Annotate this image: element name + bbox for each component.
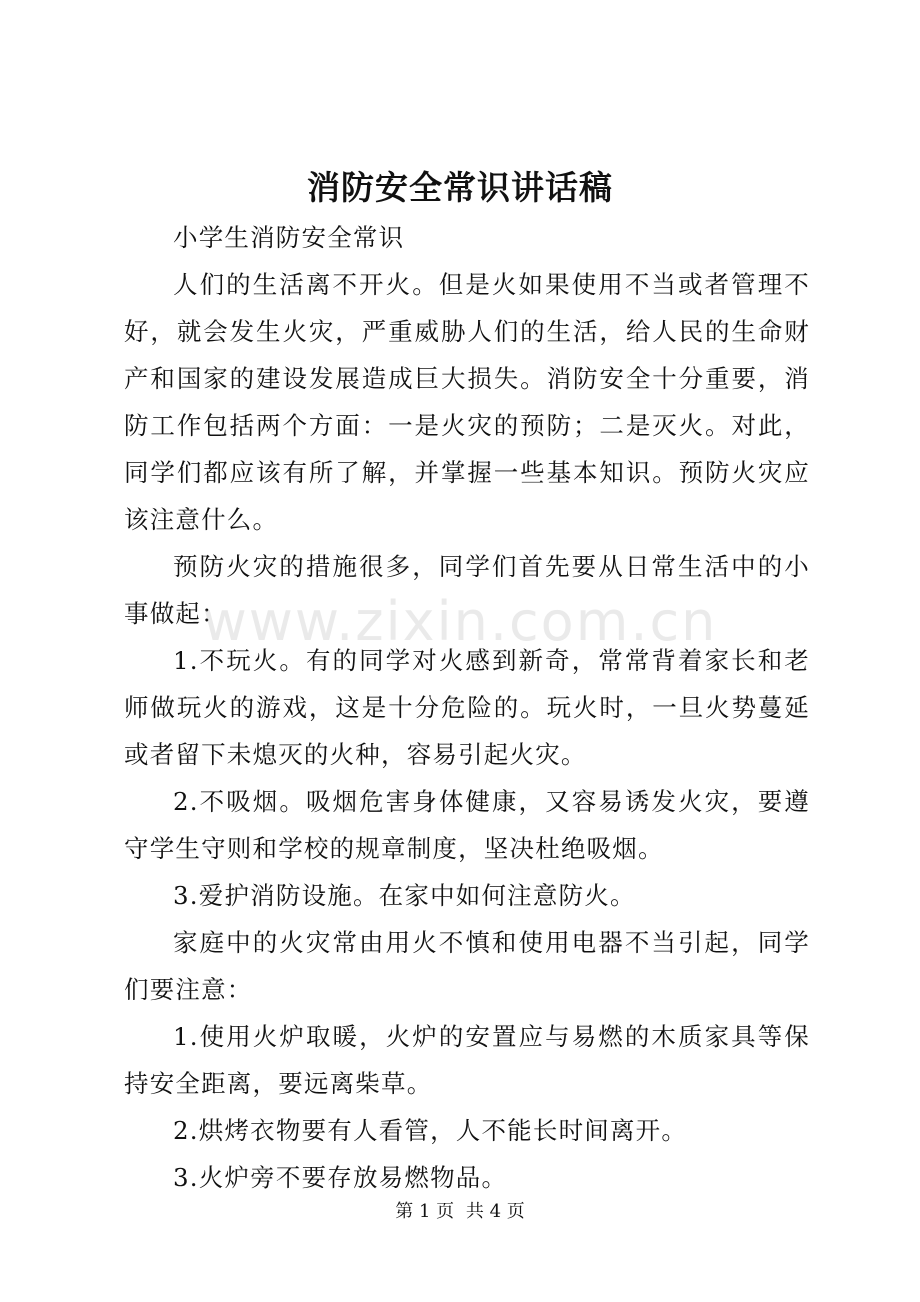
document-body <box>124 214 810 1201</box>
paragraph: 小学生消防安全常识 <box>173 223 405 252</box>
paragraph: 3.火炉旁不要存放易燃物品。 <box>173 1163 508 1192</box>
paragraph: 人们的生活离不开火。但是火如果使用不当或者管理不好，就会发生火灾，严重威胁人们的生活，给人民的生命财产和国家的建设发展造成巨大损失。消防安全十分重要，消防工作包括两个方面：一是火灾的预防；二是灭火。对此，同学们都应该有所了解，并掌握一些基本知识。预防火灾应该注意什么。 <box>124 270 810 534</box>
paragraph: 家庭中的火灾常由用火不慎和使用电器不当引起，同学们要注意： <box>124 928 810 1004</box>
watermark: www.zixin.com.cn <box>202 590 718 653</box>
document-title: 消防安全常识讲话稿 <box>307 168 613 207</box>
paragraph: 2.烘烤衣物要有人看管，人不能长时间离开。 <box>173 1116 688 1145</box>
paragraph: 预防火灾的措施很多，同学们首先要从日常生活中的小事做起： <box>124 552 810 628</box>
page-footer <box>0 1197 920 1227</box>
paragraph: 2.不吸烟。吸烟危害身体健康，又容易诱发火灾，要遵守学生守则和学校的规章制度，坚决杜绝吸烟。 <box>124 787 810 863</box>
paragraph: 3.爱护消防设施。在家中如何注意防火。 <box>173 881 636 910</box>
page-total: 共 4 页 <box>465 1201 525 1222</box>
page-number: 第 1 页 <box>395 1201 455 1222</box>
paragraph: 1.使用火炉取暖，火炉的安置应与易燃的木质家具等保持安全距离，要远离柴草。 <box>124 1022 810 1098</box>
paragraph: 1.不玩火。有的同学对火感到新奇，常常背着家长和老师做玩火的游戏，这是十分危险的。玩火时，一旦火势蔓延或者留下未熄灭的火种，容易引起火灾。 <box>124 646 810 769</box>
